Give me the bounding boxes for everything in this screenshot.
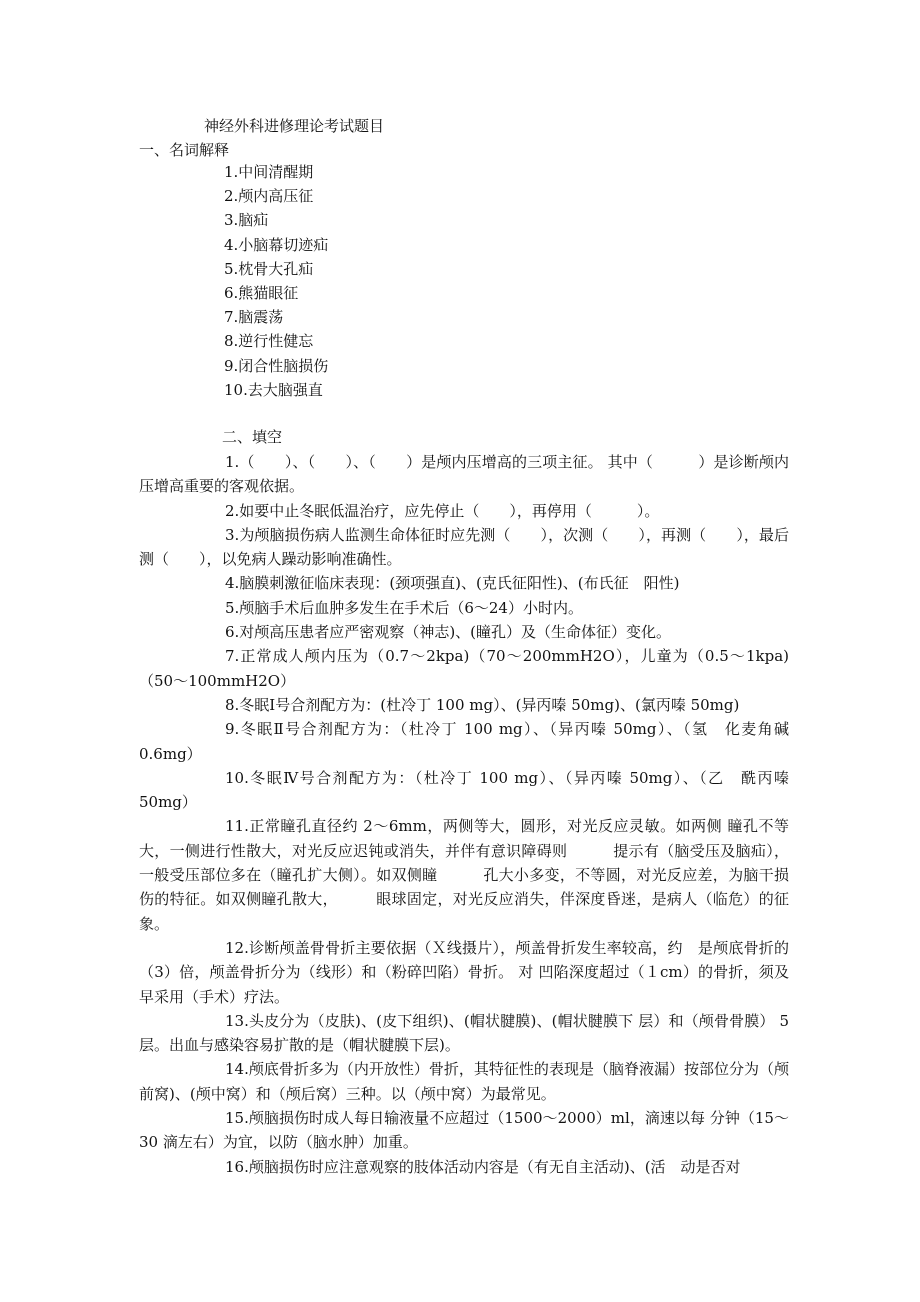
list-item: 5.枕骨大孔疝 — [224, 259, 314, 278]
list-item: 8.逆行性健忘 — [224, 332, 314, 351]
question-item: 5.颅脑手术后血肿多发生在手术后（6～24）小时内。 — [225, 598, 583, 617]
fill-blank-items — [139, 450, 789, 1179]
question-item: 4.脑膜刺激征临床表现：(颈项强直)、(克氏征阳性)、(布氏征 阳性) — [225, 574, 680, 593]
question-item: 13.头皮分为（皮肤)、(皮下组织)、(帽状腱膜)、(帽状腱膜下 层）和（颅骨骨膜） 5 层。出血与感染容易扩散的是（帽状腱膜下层)。 — [139, 1011, 789, 1055]
list-item: 3.脑疝 — [224, 211, 269, 230]
question-item: 14.颅底骨折多为（内开放性）骨折，其特征性的表现是（脑脊液漏）按部位分为（颅前窝)、(颅中窝）和（颅后窝）三种。以（颅中窝）为最常见。 — [139, 1060, 789, 1103]
question-item: 3.为颅脑损伤病人监测生命体征时应先测（ ），次测（ ），再测（ ），最后测（ ），以免病人躁动影响准确性。 — [139, 525, 789, 569]
list-item: 1.中间清醒期 — [224, 163, 314, 181]
question-item: 16.颅脑损伤时应注意观察的肢体活动内容是（有无自主活动)、(活 动是否对 — [225, 1157, 741, 1176]
list-item: 9.闭合性脑损伤 — [224, 356, 329, 375]
list-item: 7.脑震荡 — [224, 308, 284, 327]
list-item: 2.颅内高压征 — [224, 187, 314, 206]
question-item: 2.如要中止冬眠低温治疗，应先停止（ ），再停用（ ）。 — [225, 501, 660, 520]
question-item: 10.冬眠Ⅳ号合剂配方为：（杜冷丁 100 mg）、（异丙嗪 50mg）、（乙 酰丙嗪 50mg） — [139, 768, 789, 812]
list-item: 10.去大脑强直 — [224, 380, 323, 399]
question-item: 7.正常成人颅内压为（0.7～2kpa)（70～200mmH2O），儿童为（0.5～1kpa)（50～100mmH2O） — [139, 647, 789, 690]
question-item: 6.对颅高压患者应严密观察（神志)、(瞳孔）及（生命体征）变化。 — [225, 623, 672, 642]
document-title: 神经外科进修理论考试题目 — [204, 117, 385, 135]
question-item: 9.冬眠Ⅱ号合剂配方为：（杜冷丁 100 mg）、（异丙嗪 50mg）、（氢 化麦角碱 0.6mg） — [139, 720, 789, 763]
question-item: 15.颅脑损伤时成人每日输液量不应超过（1500～2000）ml，滴速以每 分钟（15～30 滴左右）为宜，以防（脑水肿）加重。 — [139, 1109, 789, 1152]
question-item: 1.（ ）、（ ）、（ ）是颅内压增高的三项主征。 其中（ ）是诊断颅内压增高重要的客观依据。 — [139, 453, 789, 496]
list-item: 4.小脑幕切迹疝 — [224, 235, 329, 254]
question-item: 12.诊断颅盖骨骨折主要依据（Ｘ线摄片），颅盖骨折发生率较高，约 是颅底骨折的（3）倍，颅盖骨折分为（线形）和（粉碎凹陷）骨折。 对 凹陷深度超过（１cm）的骨折，须及早采用（手术）疗法。 — [139, 938, 789, 1006]
term-list — [224, 160, 328, 402]
question-item: 11.正常瞳孔直径约 2～6mm，两侧等大，圆形，对光反应灵敏。如两侧 瞳孔不等大，一侧进行性散大，对光反应迟钝或消失，并伴有意识障碍则 提示有（脑受压及脑疝），一般受压部位多在（瞳孔扩大侧）。如双侧瞳 孔大小多变，不等圆，对光反应差，为脑干损伤的特征。如双侧瞳孔散大， 眼球固定，对光反应消失，伴深度昏迷，是病人（临危）的征象。 — [139, 817, 789, 933]
section-heading-terms: 一、名词解释 — [139, 141, 230, 159]
list-item: 6.熊猫眼征 — [224, 283, 299, 302]
section-heading-fill-blank: 二、填空 — [222, 428, 283, 446]
question-item: 8.冬眠Ⅰ号合剂配方为：(杜冷丁 100 mg）、(异丙嗪 50mg)、(氯丙嗪 50mg) — [225, 695, 740, 714]
